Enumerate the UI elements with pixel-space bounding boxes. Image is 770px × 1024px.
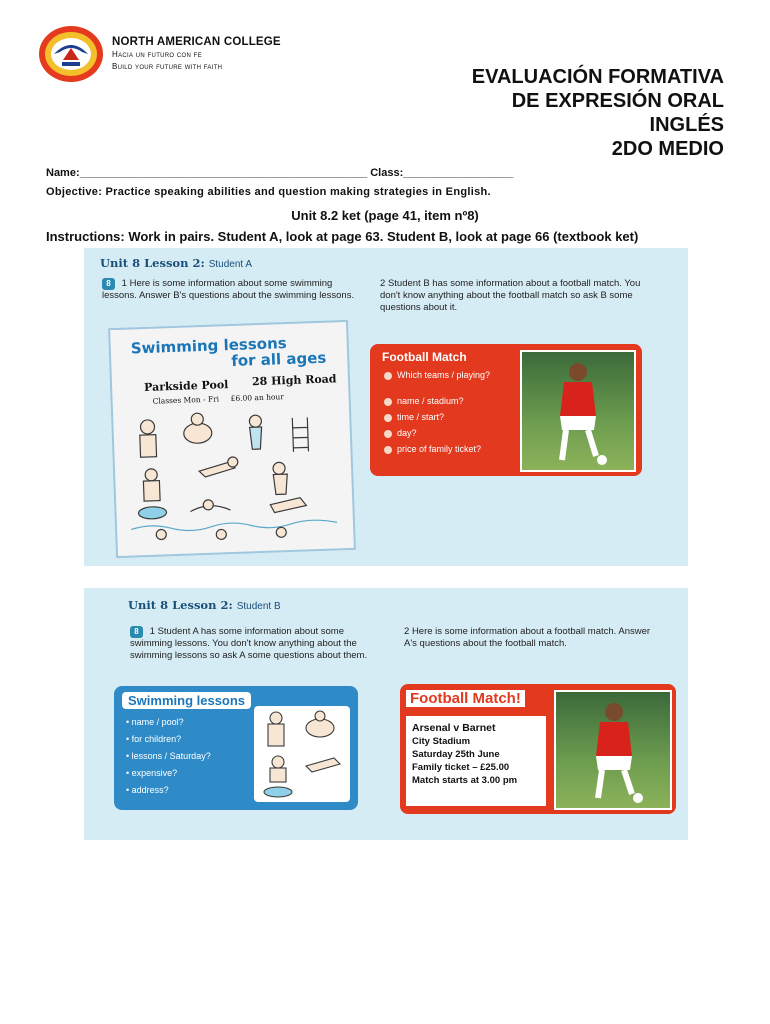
match-teams: Arsenal v Barnet [412, 722, 496, 734]
football-icon [384, 398, 392, 406]
match-start: Match starts at 3.00 pm [412, 775, 518, 786]
doc-title-line-4: 2DO MEDIO [611, 138, 724, 160]
poster-title-2: for all ages [230, 348, 327, 370]
swim-question: • address? [126, 782, 211, 799]
poster-address: 28 High Road [251, 372, 337, 389]
swim-question: • name / pool? [126, 714, 211, 731]
lesson-heading-a [100, 256, 252, 270]
lesson-heading-b [128, 598, 281, 612]
college-logo [36, 24, 106, 84]
swim-question-list [126, 714, 211, 799]
lesson-title: Unit 8 Lesson 2: [128, 598, 233, 612]
football-match-card-a [370, 344, 642, 476]
question-text: day? [397, 428, 417, 438]
football-icon [384, 430, 392, 438]
poster-title-1: Swimming lessons [130, 334, 287, 358]
swim-question: • for children? [126, 731, 211, 748]
name-class-line: Name:_______________________________________________ Class:__________________ [46, 167, 514, 179]
college-motto-es: Hacia un futuro con fe [112, 50, 202, 59]
football-player-photo [520, 350, 636, 472]
student-a-page [84, 248, 688, 566]
football-icon [384, 414, 392, 422]
football-question-3 [384, 412, 444, 423]
item-text: Here is some information about some swimming lessons. Answer B's questions about the swimming lessons. [102, 278, 355, 301]
football-card-caption: Football Match! [406, 690, 525, 707]
football-match-card-b [400, 684, 676, 814]
lesson-student: Student A [208, 259, 253, 270]
football-icon [384, 446, 392, 454]
match-info-panel [406, 716, 546, 806]
swim-question: • expensive? [126, 765, 211, 782]
match-stadium: City Stadium [412, 736, 471, 747]
exercise-number-badge: 8 [102, 278, 115, 290]
item-number: 1 [149, 626, 155, 637]
objective-text: Objective: Practice speaking abilities and question making strategies in English. [46, 186, 491, 198]
poster-price: £6.00 an hour [230, 392, 285, 404]
college-name: NORTH AMERICAN COLLEGE [112, 36, 281, 48]
question-text: time / start? [397, 412, 445, 422]
match-date: Saturday 25th June [412, 749, 500, 760]
football-player-photo [554, 690, 672, 810]
football-question-4 [384, 428, 417, 439]
exercise-b-item-2 [404, 626, 654, 650]
question-text: price of family ticket? [397, 444, 482, 454]
doc-title-line-2: DE EXPRESIÓN ORAL [511, 90, 724, 112]
item-number: 2 [404, 626, 410, 637]
item-text: Student A has some information about some swimming lessons. You don't know anything about the swimming lessons so ask A some questions about them. [130, 626, 368, 661]
exercise-number-badge: 8 [130, 626, 143, 638]
football-question-2 [384, 396, 464, 407]
unit-reference: Unit 8.2 ket (page 41, item nº8) [291, 208, 479, 223]
student-b-page [84, 588, 688, 840]
lesson-title: Unit 8 Lesson 2: [100, 256, 205, 270]
poster-pool-name: Parkside Pool [143, 378, 229, 395]
swimming-lessons-card-b [114, 686, 358, 810]
football-card-caption: Football Match [382, 350, 467, 364]
exercise-a-item-2 [380, 278, 648, 314]
item-text: Here is some information about a football match. Answer A's questions about the football match. [404, 626, 651, 649]
football-question-1 [384, 370, 504, 381]
item-number: 1 [121, 278, 127, 289]
question-text: name / stadium? [397, 396, 464, 406]
swimming-poster [108, 320, 356, 558]
football-question-5 [384, 444, 481, 455]
poster-days: Classes Mon - Fri [152, 394, 220, 406]
swim-question: • lessons / Saturday? [126, 748, 211, 765]
swim-card-caption: Swimming lessons [122, 692, 251, 709]
instructions-text: Instructions: Work in pairs. Student A, look at page 63. Student B, look at page 66 (textbook ket) [46, 229, 639, 244]
lesson-student: Student B [236, 601, 281, 612]
item-text: Student B has some information about a football match. You don't know anything about the football match so ask B some questions about it. [380, 278, 641, 313]
doc-title-line-1: EVALUACIÓN FORMATIVA [471, 66, 724, 88]
item-number: 2 [380, 278, 386, 289]
question-text: Which teams / playing? [397, 370, 491, 380]
exercise-b-item-1 [130, 626, 386, 662]
doc-title-line-3: INGLÉS [649, 114, 724, 136]
football-icon [384, 372, 392, 380]
swimmers-mini-illustration [254, 706, 350, 802]
exercise-a-item-1 [102, 278, 362, 302]
swimmers-illustration [127, 406, 338, 547]
match-ticket: Family ticket – £25.00 [412, 762, 510, 773]
college-motto-en: Build your future with faith [112, 62, 223, 71]
